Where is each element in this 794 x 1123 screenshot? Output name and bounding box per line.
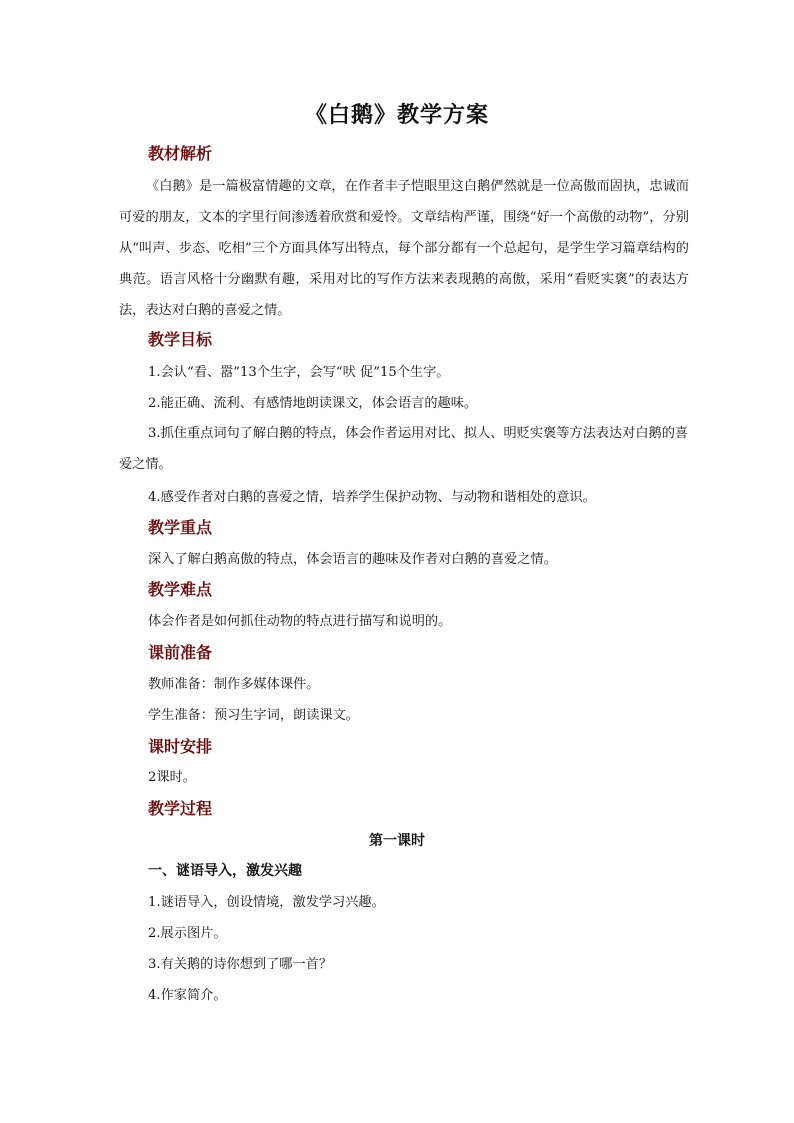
part-title: 一、谜语导入，激发兴趣 bbox=[148, 863, 302, 879]
section-heading-analysis: 教材解析 bbox=[148, 144, 213, 163]
goal-item-1: 1.会认“看、嚣”13个生字，会写“吠 促”15个生字。 bbox=[148, 365, 450, 380]
section-heading-preparation: 课前准备 bbox=[148, 643, 213, 662]
process-step-2: 2.展示图片。 bbox=[148, 926, 227, 941]
section-heading-goals: 教学目标 bbox=[148, 330, 213, 349]
process-step-3: 3.有关鹅的诗你想到了哪一首？ bbox=[148, 957, 333, 972]
section-heading-process: 教学过程 bbox=[148, 799, 213, 818]
teacher-preparation: 教师准备：制作多媒体课件。 bbox=[148, 677, 320, 692]
lesson-title: 第一课时 bbox=[369, 833, 425, 849]
process-step-1: 1.谜语导入，创设情境，激发学习兴趣。 bbox=[148, 895, 385, 910]
analysis-paragraph: 《白鹅》是一篇极富情趣的文章，在作者丰子恺眼里这白鹅俨然就是一位高傲而固执，忠诚而可爱的朋友，文本的字里行间渗透着欣赏和爱怜。文章结构严谨，围绕“好一个高傲的动物”，分别从“叫声、步态、吃相”三个方面具体写出特点，每个部分都有一个总起句，是学生学习篇章结构的典范。语言风格十分幽默有趣，采用对比的写作方法来表现鹅的高傲，采用“看贬实褒”的表达方法，表达对白鹅的喜爱之情。 bbox=[119, 179, 689, 318]
goal-item-2: 2.能正确、流利、有感情地朗读课文，体会语言的趣味。 bbox=[148, 396, 478, 411]
process-step-4: 4.作家简介。 bbox=[148, 988, 227, 1003]
section-heading-key-points: 教学重点 bbox=[148, 518, 213, 537]
section-heading-schedule: 课时安排 bbox=[148, 737, 213, 756]
key-points-text: 深入了解白鹅高傲的特点，体会语言的趣味及作者对白鹅的喜爱之情。 bbox=[148, 552, 557, 567]
goal-item-3: 3.抓住重点词句了解白鹅的特点，体会作者运用对比、拟人、明贬实褒等方法表达对白鹅的喜爱之情。 bbox=[119, 426, 689, 472]
difficulties-text: 体会作者是如何抓住动物的特点进行描写和说明的。 bbox=[148, 614, 452, 629]
schedule-text: 2课时。 bbox=[148, 770, 196, 785]
document-title: 《白鹅》教学方案 bbox=[304, 102, 489, 128]
student-preparation: 学生准备：预习生字词，朗读课文。 bbox=[148, 708, 359, 723]
goal-item-4: 4.感受作者对白鹅的喜爱之情，培养学生保护动物、与动物和谐相处的意识。 bbox=[148, 490, 596, 505]
section-heading-difficulties: 教学难点 bbox=[148, 580, 213, 599]
